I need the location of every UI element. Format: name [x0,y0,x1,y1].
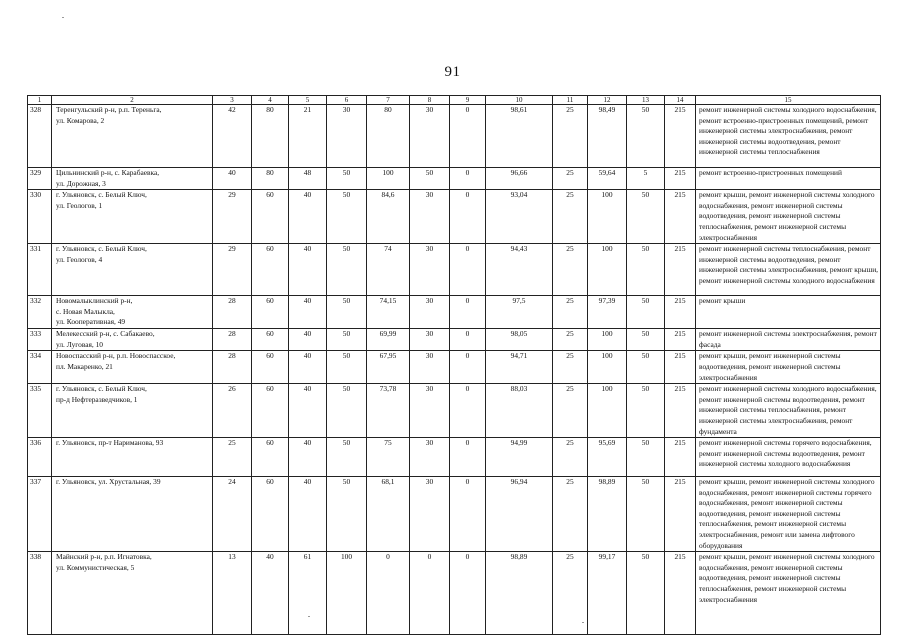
value-cell-c11: 25 [553,296,588,329]
column-number: 11 [553,96,588,105]
value-cell-c14: 215 [665,552,696,635]
value-cell-c10: 93,04 [486,190,553,244]
value-cell-c10: 88,03 [486,384,553,438]
value-cell-c3: 26 [213,384,252,438]
repair-works-cell: ремонт инженерной системы горячего водоснабжения, ремонт инженерной системы водоотведения, ремонт инженерной системы холодного водоснабжения [696,438,881,477]
table-row [28,477,881,552]
value-cell-c5: 40 [289,296,327,329]
value-cell-c7: 0 [367,552,410,635]
value-cell-c14: 215 [665,438,696,477]
capital-repair-table [27,95,881,635]
value-cell-c4: 60 [252,244,289,296]
value-cell-c9: 0 [450,384,486,438]
address-cell [52,351,213,384]
value-cell-c12: 95,69 [588,438,627,477]
value-cell-c6: 50 [327,477,367,552]
scan-speck [308,616,310,617]
value-cell-c4: 80 [252,168,289,190]
row-number-cell: 335 [28,384,52,438]
value-cell-c6: 50 [327,329,367,351]
row-number-cell: 337 [28,477,52,552]
value-cell-c8: 30 [410,477,450,552]
column-number: 13 [627,96,665,105]
column-number-row [28,96,881,105]
value-cell-c4: 60 [252,438,289,477]
address-line: Цильнинский р-н, с. Карабаевка, [56,168,160,177]
value-cell-c14: 215 [665,105,696,168]
value-cell-c13: 50 [627,477,665,552]
row-number-cell: 333 [28,329,52,351]
table-row [28,438,881,477]
value-cell-c6: 50 [327,244,367,296]
value-cell-c3: 25 [213,438,252,477]
row-number-cell: 330 [28,190,52,244]
value-cell-c11: 25 [553,105,588,168]
value-cell-c10: 98,89 [486,552,553,635]
address-line: ул. Геологов, 4 [56,254,103,264]
value-cell-c13: 50 [627,244,665,296]
address-cell [52,438,213,477]
address-line: ул. Коммунистическая, 5 [56,562,135,572]
value-cell-c7: 73,78 [367,384,410,438]
column-number: 6 [327,96,367,105]
value-cell-c11: 25 [553,244,588,296]
value-cell-c4: 60 [252,329,289,351]
value-cell-c13: 50 [627,296,665,329]
scan-speck [62,17,64,18]
column-number: 2 [52,96,213,105]
value-cell-c14: 215 [665,477,696,552]
column-number: 15 [696,96,881,105]
address-cell [52,244,213,296]
value-cell-c10: 94,43 [486,244,553,296]
repair-works-cell: ремонт инженерной системы теплоснабжения, ремонт инженерной системы водоотведения, ремонт инженерной системы электроснабжения, ремонт крыши, ремонт инженерной системы холодного водоснабжения [696,244,881,296]
value-cell-c8: 30 [410,329,450,351]
address-line: пл. Макаренко, 21 [56,361,113,371]
table-body [28,105,881,635]
value-cell-c14: 215 [665,296,696,329]
repair-works-cell: ремонт крыши, ремонт инженерной системы холодного водоснабжения, ремонт инженерной системы водоотведения, ремонт инженерной системы теплоснабжения, ремонт инженерной системы электроснабжения [696,190,881,244]
value-cell-c13: 50 [627,438,665,477]
repair-works-cell: ремонт встроенно-пристроенных помещений [696,168,881,190]
value-cell-c8: 30 [410,244,450,296]
value-cell-c3: 28 [213,296,252,329]
value-cell-c6: 50 [327,351,367,384]
column-number: 9 [450,96,486,105]
value-cell-c8: 30 [410,438,450,477]
value-cell-c8: 30 [410,296,450,329]
value-cell-c12: 99,17 [588,552,627,635]
value-cell-c3: 29 [213,190,252,244]
address-line: Теренгульский р-н, р.п. Тереньга, [56,105,162,114]
address-line: ул. Дорожная, 3 [56,178,106,188]
column-number: 7 [367,96,410,105]
value-cell-c3: 40 [213,168,252,190]
value-cell-c11: 25 [553,190,588,244]
address-line: Мелекесский р-н, с. Сабакаево, [56,329,155,339]
column-number: 8 [410,96,450,105]
page-number: 91 [444,64,461,80]
value-cell-c3: 13 [213,552,252,635]
table-row [28,384,881,438]
value-cell-c4: 60 [252,351,289,384]
address-cell [52,384,213,438]
table-row [28,244,881,296]
value-cell-c11: 25 [553,384,588,438]
row-number-cell: 332 [28,296,52,329]
value-cell-c9: 0 [450,296,486,329]
address-cell [52,105,213,168]
repair-works-cell: ремонт инженерной системы холодного водоснабжения, ремонт встроенно-пристроенных помещений, ремонт инженерной системы электроснабжения, ремонт инженерной системы водоотведения, ремонт инженерной системы теплоснабжения [696,105,881,168]
value-cell-c10: 96,66 [486,168,553,190]
value-cell-c9: 0 [450,190,486,244]
value-cell-c12: 100 [588,329,627,351]
value-cell-c7: 100 [367,168,410,190]
value-cell-c12: 98,89 [588,477,627,552]
value-cell-c8: 30 [410,190,450,244]
value-cell-c5: 21 [289,105,327,168]
value-cell-c13: 50 [627,105,665,168]
value-cell-c5: 40 [289,438,327,477]
column-number: 1 [28,96,52,105]
table-row [28,329,881,351]
address-line: Новомалыклинский р-н, [56,296,133,306]
value-cell-c3: 24 [213,477,252,552]
value-cell-c7: 74,15 [367,296,410,329]
value-cell-c11: 25 [553,168,588,190]
repair-works-cell: ремонт крыши, ремонт инженерной системы холодного водоснабжения, ремонт инженерной системы водоотведения, ремонт инженерной системы теплоснабжения, ремонт инженерной системы электроснабжения [696,552,881,635]
address-line: г. Ульяновск, с. Белый Ключ, [56,244,147,254]
value-cell-c5: 40 [289,329,327,351]
value-cell-c7: 74 [367,244,410,296]
table-row [28,351,881,384]
address-line: пр-д Нефтеразведчиков, 1 [56,394,138,404]
value-cell-c9: 0 [450,244,486,296]
value-cell-c13: 50 [627,329,665,351]
address-cell [52,296,213,329]
value-cell-c6: 50 [327,190,367,244]
value-cell-c3: 42 [213,105,252,168]
value-cell-c3: 28 [213,329,252,351]
address-cell [52,190,213,244]
value-cell-c11: 25 [553,329,588,351]
row-number-cell: 328 [28,105,52,168]
value-cell-c14: 215 [665,190,696,244]
address-cell [52,552,213,635]
value-cell-c8: 30 [410,384,450,438]
address-line: г. Ульяновск, ул. Хрустальная, 39 [56,477,161,487]
value-cell-c5: 48 [289,168,327,190]
value-cell-c5: 40 [289,190,327,244]
value-cell-c7: 69,99 [367,329,410,351]
row-number-cell: 334 [28,351,52,384]
address-line: ул. Кооперативная, 49 [56,317,126,327]
value-cell-c7: 80 [367,105,410,168]
value-cell-c11: 25 [553,552,588,635]
value-cell-c5: 61 [289,552,327,635]
row-number-cell: 336 [28,438,52,477]
table-row [28,296,881,329]
repair-works-cell: ремонт крыши [696,296,881,329]
row-number-cell: 331 [28,244,52,296]
address-line: г. Ульяновск, с. Белый Ключ, [56,384,147,394]
value-cell-c10: 96,94 [486,477,553,552]
value-cell-c8: 0 [410,552,450,635]
table-row [28,105,881,168]
value-cell-c6: 30 [327,105,367,168]
column-number: 12 [588,96,627,105]
repair-works-cell: ремонт крыши, ремонт инженерной системы холодного водоснабжения, ремонт инженерной системы горячего водоснабжения, ремонт инженерной системы водоотведения, ремонт инженерной системы теплоснабжения, ремонт инженерной системы электроснабжения, ремонт или замена лифтового оборудования [696,477,881,552]
value-cell-c14: 215 [665,384,696,438]
value-cell-c9: 0 [450,168,486,190]
value-cell-c3: 29 [213,244,252,296]
column-number: 10 [486,96,553,105]
value-cell-c6: 50 [327,296,367,329]
value-cell-c4: 60 [252,477,289,552]
address-cell [52,329,213,351]
value-cell-c12: 59,64 [588,168,627,190]
value-cell-c11: 25 [553,351,588,384]
value-cell-c7: 68,1 [367,477,410,552]
value-cell-c8: 30 [410,105,450,168]
value-cell-c11: 25 [553,438,588,477]
value-cell-c6: 50 [327,384,367,438]
value-cell-c6: 50 [327,168,367,190]
repair-works-cell: ремонт инженерной системы электроснабжения, ремонт фасада [696,329,881,351]
address-line: г. Ульяновск, с. Белый Ключ, [56,190,147,200]
value-cell-c6: 100 [327,552,367,635]
value-cell-c14: 215 [665,168,696,190]
address-line: ул. Луговая, 10 [56,339,103,349]
address-line: с. Новая Малыкла, [56,306,115,316]
value-cell-c14: 215 [665,329,696,351]
value-cell-c4: 60 [252,190,289,244]
value-cell-c7: 67,95 [367,351,410,384]
column-number: 5 [289,96,327,105]
scan-speck [582,622,584,623]
repair-works-cell: ремонт инженерной системы холодного водоснабжения, ремонт инженерной системы водоотведения, ремонт инженерной системы теплоснабжения, ремонт инженерной системы электроснабжения, ремонт фундамента [696,384,881,438]
value-cell-c12: 97,39 [588,296,627,329]
table-row [28,168,881,190]
address-line: Новоспасский р-н, р.п. Новоспасское, [56,351,176,361]
column-number: 3 [213,96,252,105]
value-cell-c9: 0 [450,477,486,552]
value-cell-c13: 50 [627,384,665,438]
value-cell-c9: 0 [450,351,486,384]
value-cell-c4: 40 [252,552,289,635]
address-line: г. Ульяновск, пр-т Нариманова, 93 [56,438,164,448]
value-cell-c9: 0 [450,438,486,477]
repair-works-cell: ремонт крыши, ремонт инженерной системы водоотведения, ремонт инженерной системы электроснабжения [696,351,881,384]
value-cell-c12: 100 [588,190,627,244]
value-cell-c9: 0 [450,329,486,351]
value-cell-c10: 98,61 [486,105,553,168]
row-number-cell: 329 [28,168,52,190]
value-cell-c5: 40 [289,351,327,384]
value-cell-c10: 94,99 [486,438,553,477]
value-cell-c9: 0 [450,105,486,168]
value-cell-c6: 50 [327,438,367,477]
value-cell-c14: 215 [665,244,696,296]
value-cell-c8: 50 [410,168,450,190]
value-cell-c9: 0 [450,552,486,635]
value-cell-c12: 100 [588,351,627,384]
value-cell-c13: 50 [627,190,665,244]
value-cell-c4: 60 [252,296,289,329]
value-cell-c13: 5 [627,168,665,190]
value-cell-c7: 75 [367,438,410,477]
value-cell-c4: 60 [252,384,289,438]
address-line: Майнский р-н, р.п. Игнатовка, [56,552,152,562]
address-cell [52,168,213,190]
value-cell-c10: 98,05 [486,329,553,351]
value-cell-c12: 100 [588,384,627,438]
value-cell-c5: 40 [289,384,327,438]
address-line: ул. Геологов, 1 [56,200,103,210]
value-cell-c12: 100 [588,244,627,296]
value-cell-c13: 50 [627,351,665,384]
address-line: ул. Комарова, 2 [56,115,105,125]
value-cell-c11: 25 [553,477,588,552]
value-cell-c7: 84,6 [367,190,410,244]
column-number: 4 [252,96,289,105]
row-number-cell: 338 [28,552,52,635]
table-row [28,190,881,244]
value-cell-c5: 40 [289,477,327,552]
value-cell-c12: 98,49 [588,105,627,168]
column-number: 14 [665,96,696,105]
value-cell-c13: 50 [627,552,665,635]
table-row [28,552,881,635]
value-cell-c8: 30 [410,351,450,384]
value-cell-c5: 40 [289,244,327,296]
address-cell [52,477,213,552]
value-cell-c4: 80 [252,105,289,168]
value-cell-c10: 94,71 [486,351,553,384]
value-cell-c3: 28 [213,351,252,384]
value-cell-c10: 97,5 [486,296,553,329]
value-cell-c14: 215 [665,351,696,384]
